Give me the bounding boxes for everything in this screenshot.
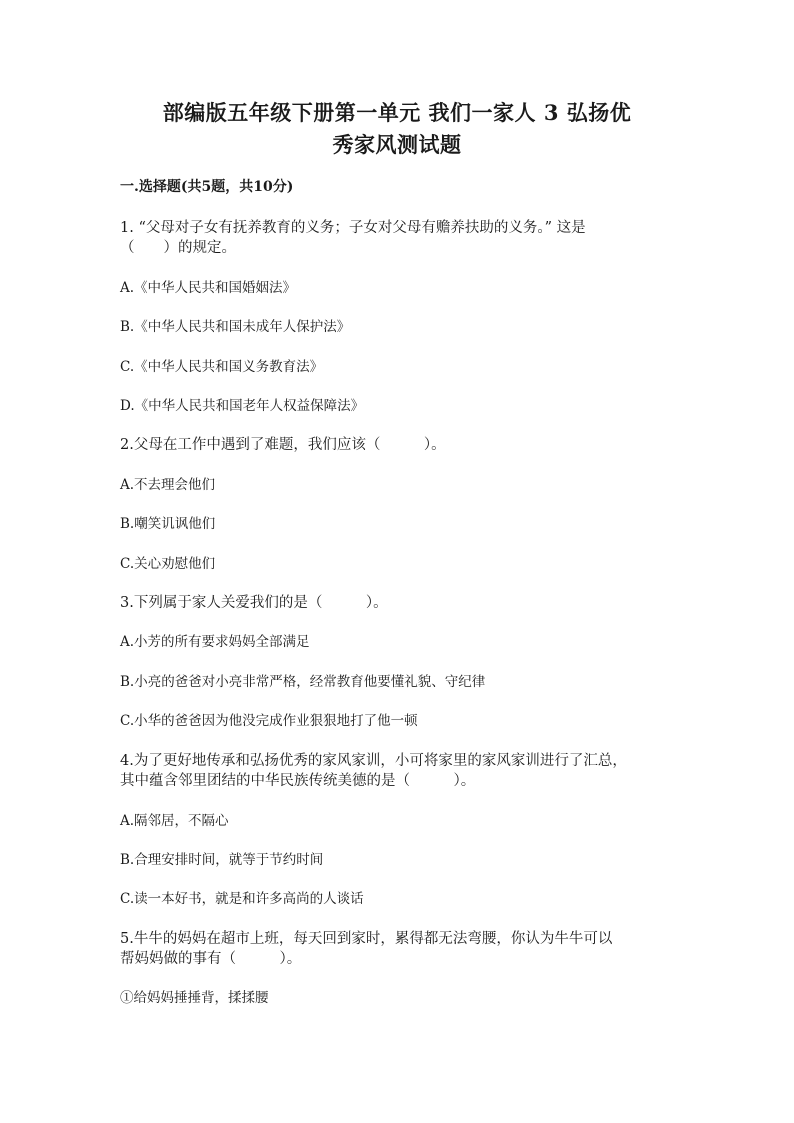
question-5-line-2: 帮妈妈做的事有（ ）。 [120,951,302,967]
question-4-option-a: A.隔邻居，不隔心 [120,813,229,829]
question-2-line-1: 2.父母在工作中遇到了难题，我们应该（ ）。 [120,437,446,453]
question-4-line-2: 其中蕴含邻里团结的中华民族传统美德的是（ ）。 [120,773,476,789]
question-1-option-c: C.《中华人民共和国义务教育法》 [120,359,324,375]
section-heading: 一.选择题(共5题，共10分) [120,179,294,195]
question-5-option-1: ①给妈妈捶捶背，揉揉腰 [120,990,269,1006]
question-1-option-a: A.《中华人民共和国婚姻法》 [120,280,297,296]
question-1-option-d: D.《中华人民共和国老年人权益保障法》 [120,398,365,414]
question-5-line-1: 5.牛牛的妈妈在超市上班，每天回到家时，累得都无法弯腰，你认为牛牛可以 [120,931,613,947]
question-2-option-c: C.关心劝慰他们 [120,556,216,572]
question-1-line-1: 1. “父母对子女有抚养教育的义务；子女对父母有赡养扶助的义务。” 这是 [120,220,586,236]
question-1-option-b: B.《中华人民共和国未成年人保护法》 [120,319,351,335]
question-4-option-c: C.读一本好书，就是和许多高尚的人谈话 [120,891,364,907]
question-3-option-a: A.小芳的所有要求妈妈全部满足 [120,634,310,650]
question-3-line-1: 3.下列属于家人关爱我们的是（ ）。 [120,595,388,611]
question-2-option-b: B.嘲笑讥讽他们 [120,516,216,532]
question-2-option-a: A.不去理会他们 [120,477,216,493]
question-3-option-b: B.小亮的爸爸对小亮非常严格，经常教育他要懂礼貌、守纪律 [120,674,486,690]
document-title-line-1: 部编版五年级下册第一单元 我们一家人 3 弘扬优 [162,100,632,125]
question-3-option-c: C.小华的爸爸因为他没完成作业狠狠地打了他一顿 [120,713,418,729]
question-4-option-b: B.合理安排时间，就等于节约时间 [120,852,324,868]
question-1-line-2: （ ）的规定。 [120,240,236,256]
question-4-line-1: 4.为了更好地传承和弘扬优秀的家风家训，小可将家里的家风家训进行了汇总， [120,753,627,769]
document-title-line-2: 秀家风测试题 [332,132,462,157]
